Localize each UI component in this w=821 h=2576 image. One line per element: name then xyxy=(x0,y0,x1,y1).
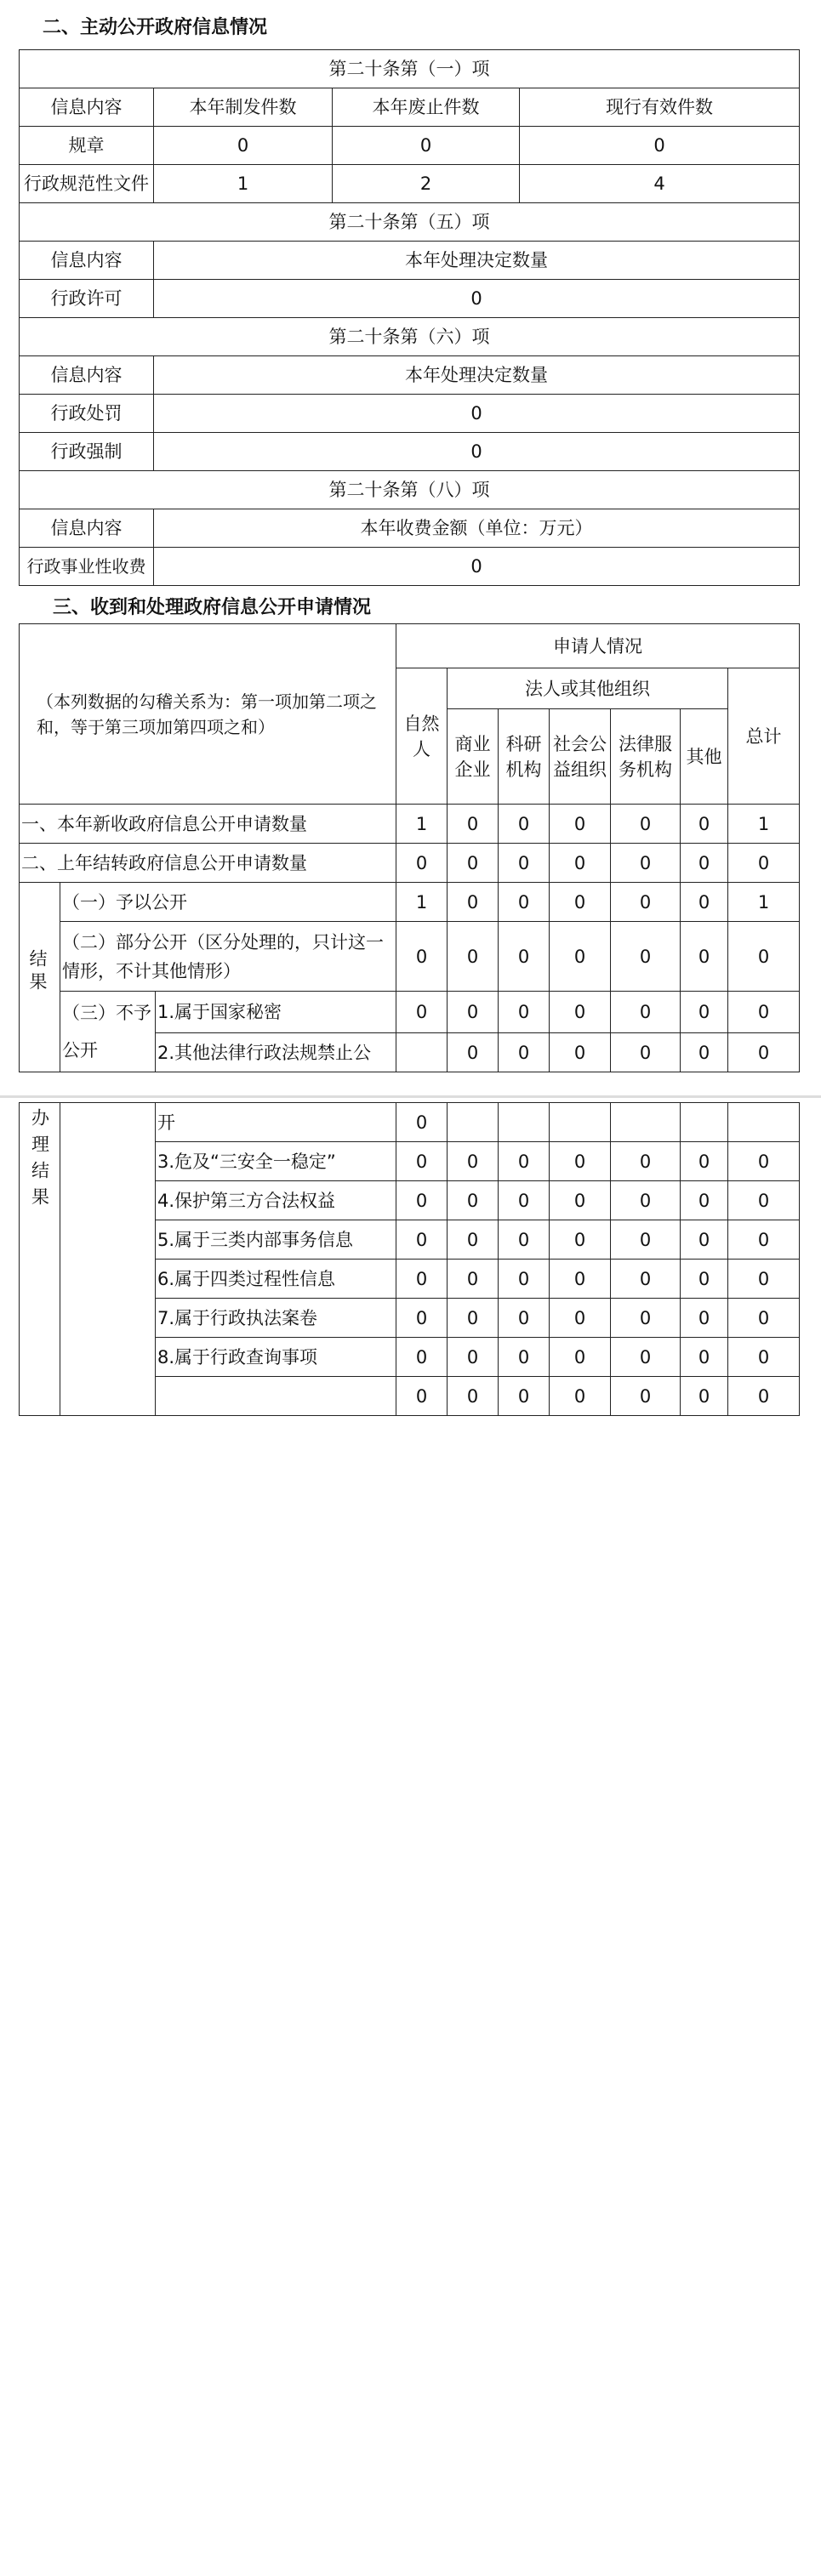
cell-value: 0 xyxy=(396,1338,448,1377)
cell-value: 0 xyxy=(681,922,728,992)
cell-value: 0 xyxy=(550,1338,611,1377)
table-row xyxy=(20,1103,800,1142)
cell-value: 0 xyxy=(611,1033,681,1072)
item-label: 3.危及“三安全一稳定” xyxy=(156,1142,396,1181)
table-row xyxy=(20,805,800,844)
row-label: 行政事业性收费 xyxy=(20,548,154,586)
legal-person-header: 法人或其他组织 xyxy=(448,668,728,709)
cell-value: 0 xyxy=(448,844,499,883)
cell-value: 0 xyxy=(728,1142,800,1181)
cell-value: 0 xyxy=(448,1299,499,1338)
col-header: 信息内容 xyxy=(20,88,154,127)
row-label: 行政规范性文件 xyxy=(20,165,154,203)
section2-title: 二、主动公开政府信息情况 xyxy=(43,17,268,38)
cell-value: 0 xyxy=(611,883,681,922)
section3-title: 三、收到和处理政府信息公开申请情况 xyxy=(53,597,372,618)
cell-value: 2 xyxy=(333,165,520,203)
cell-value: 0 xyxy=(681,844,728,883)
col-header: 信息内容 xyxy=(20,242,154,280)
cell-value: 0 xyxy=(448,922,499,992)
art20-8-header: 第二十条第（八）项 xyxy=(20,471,800,509)
natural-person-header: 自然人 xyxy=(396,668,448,805)
cell-value: 0 xyxy=(448,1377,499,1416)
art20-6-header: 第二十条第（六）项 xyxy=(20,318,800,356)
sec3-vertical-text: 办理结果 xyxy=(29,1108,50,1214)
cell-value: 0 xyxy=(611,1338,681,1377)
cell-value: 0 xyxy=(499,1033,550,1072)
col-header: 本年制发件数 xyxy=(154,88,333,127)
cell-value: 0 xyxy=(499,922,550,992)
applicant-header: 申请人情况 xyxy=(396,624,800,668)
cell-value: 0 xyxy=(611,1220,681,1260)
cell-value: 0 xyxy=(728,1338,800,1377)
applications-table-part1 xyxy=(19,623,800,1072)
cell-value xyxy=(728,1103,800,1142)
cell-value: 0 xyxy=(611,805,681,844)
cell-value xyxy=(681,1103,728,1142)
cell-value: 0 xyxy=(499,1338,550,1377)
sub-col-header: 科研机构 xyxy=(499,709,550,805)
row-label-part: 公开 xyxy=(62,1040,98,1061)
cell-value: 0 xyxy=(448,883,499,922)
cell-value: 0 xyxy=(550,1181,611,1220)
sec3-vertical-text: 结果 xyxy=(27,949,48,995)
col-header: 本年收费金额（单位：万元） xyxy=(154,509,800,548)
col-header: 信息内容 xyxy=(20,509,154,548)
cell-value: 0 xyxy=(499,1377,550,1416)
table-row xyxy=(20,844,800,883)
cell-value: 0 xyxy=(448,1142,499,1181)
row-label: 行政处罚 xyxy=(20,395,154,433)
cell-value: 1 xyxy=(728,883,800,922)
col-header: 本年处理决定数量 xyxy=(154,242,800,280)
table-row xyxy=(20,883,800,922)
notpublic-cont-cell xyxy=(60,1103,156,1416)
cell-value: 0 xyxy=(611,1377,681,1416)
cell-value: 0 xyxy=(550,992,611,1033)
cell-value: 0 xyxy=(396,1377,448,1416)
cell-value xyxy=(448,1103,499,1142)
cell-value: 0 xyxy=(396,1142,448,1181)
cell-value: 0 xyxy=(728,1260,800,1299)
cell-value xyxy=(396,1033,448,1072)
item-label: 1.属于国家秘密 xyxy=(156,992,396,1033)
cell-value: 0 xyxy=(448,805,499,844)
cell-value: 0 xyxy=(728,992,800,1033)
cell-value: 0 xyxy=(396,1220,448,1260)
cell-value: 0 xyxy=(611,992,681,1033)
cell-value: 0 xyxy=(396,1103,448,1142)
cell-value: 0 xyxy=(396,992,448,1033)
row-label: （一）予以公开 xyxy=(60,883,396,922)
sub-col-header: 商业企业 xyxy=(448,709,499,805)
cell-value: 0 xyxy=(550,883,611,922)
cell-value: 0 xyxy=(396,1260,448,1299)
applications-table-part2 xyxy=(19,1102,800,1416)
item-label: 8.属于行政查询事项 xyxy=(156,1338,396,1377)
item-label: 4.保护第三方合法权益 xyxy=(156,1181,396,1220)
item-label: 5.属于三类内部事务信息 xyxy=(156,1220,396,1260)
table-row xyxy=(20,922,800,992)
cell-value: 0 xyxy=(448,1220,499,1260)
row-label-part: （三）不予 xyxy=(62,1003,151,1023)
cell-value: 0 xyxy=(681,1142,728,1181)
item-label: 7.属于行政执法案卷 xyxy=(156,1299,396,1338)
cell-value: 1 xyxy=(728,805,800,844)
row-label xyxy=(60,992,156,1072)
sub-col-header: 其他 xyxy=(681,709,728,805)
row-label: 行政强制 xyxy=(20,433,154,471)
cell-value: 0 xyxy=(611,1181,681,1220)
cell-value: 0 xyxy=(520,127,800,165)
cell-value: 0 xyxy=(499,844,550,883)
col-header: 信息内容 xyxy=(20,356,154,395)
cell-value: 0 xyxy=(611,1299,681,1338)
cell-value: 0 xyxy=(499,992,550,1033)
cell-value: 0 xyxy=(154,280,800,318)
cell-value xyxy=(499,1103,550,1142)
row-label: 二、上年结转政府信息公开申请数量 xyxy=(20,844,396,883)
cell-value: 0 xyxy=(728,1299,800,1338)
sub-col-header: 法律服务机构 xyxy=(611,709,681,805)
art20-5-header: 第二十条第（五）项 xyxy=(20,203,800,242)
cell-value: 0 xyxy=(550,1220,611,1260)
cell-value: 0 xyxy=(611,1260,681,1299)
row-label: 行政许可 xyxy=(20,280,154,318)
cell-value: 0 xyxy=(396,1299,448,1338)
cell-value: 0 xyxy=(396,1181,448,1220)
cell-value: 0 xyxy=(728,1377,800,1416)
cell-value: 0 xyxy=(550,1299,611,1338)
cell-value: 0 xyxy=(728,922,800,992)
cell-value: 0 xyxy=(550,1377,611,1416)
cell-value: 0 xyxy=(448,1260,499,1299)
cell-value: 0 xyxy=(728,1220,800,1260)
cell-value: 0 xyxy=(154,127,333,165)
cell-value: 1 xyxy=(396,805,448,844)
cell-value: 0 xyxy=(681,1260,728,1299)
cell-value: 0 xyxy=(681,883,728,922)
cell-value xyxy=(611,1103,681,1142)
cell-value: 0 xyxy=(333,127,520,165)
cell-value: 0 xyxy=(728,1033,800,1072)
cell-value: 0 xyxy=(611,922,681,992)
cell-value: 0 xyxy=(499,1220,550,1260)
cell-value: 0 xyxy=(550,805,611,844)
cell-value: 0 xyxy=(499,883,550,922)
cell-value: 0 xyxy=(681,1220,728,1260)
cell-value: 0 xyxy=(681,1299,728,1338)
row-label: （二）部分公开（区分处理的，只计这一情形，不计其他情形） xyxy=(60,922,396,992)
cell-value: 0 xyxy=(499,1299,550,1338)
cell-value: 4 xyxy=(520,165,800,203)
cell-value: 0 xyxy=(611,844,681,883)
cell-value: 0 xyxy=(550,922,611,992)
item-label: 6.属于四类过程性信息 xyxy=(156,1260,396,1299)
cell-value: 0 xyxy=(154,433,800,471)
cell-value: 0 xyxy=(550,1142,611,1181)
cell-value: 0 xyxy=(499,1260,550,1299)
col-header: 现行有效件数 xyxy=(520,88,800,127)
page-break xyxy=(0,1095,821,1098)
cell-value: 0 xyxy=(728,1181,800,1220)
item-label: 开 xyxy=(156,1103,396,1142)
cell-value: 0 xyxy=(611,1142,681,1181)
art20-1-header: 第二十条第（一）项 xyxy=(20,50,800,88)
cell-value: 0 xyxy=(550,844,611,883)
cell-value: 0 xyxy=(681,992,728,1033)
item-label: 2.其他法律行政法规禁止公 xyxy=(156,1033,396,1072)
cell-value: 0 xyxy=(681,1338,728,1377)
item-label xyxy=(156,1377,396,1416)
col-header: 本年处理决定数量 xyxy=(154,356,800,395)
cell-value: 0 xyxy=(681,1033,728,1072)
cell-value: 0 xyxy=(448,1181,499,1220)
table-row xyxy=(20,992,800,1033)
sec3-vertical-label xyxy=(20,883,60,1072)
col-header: 本年废止件数 xyxy=(333,88,520,127)
cell-value: 0 xyxy=(448,1033,499,1072)
sub-col-header: 社会公益组织 xyxy=(550,709,611,805)
proactive-disclosure-table xyxy=(19,49,800,586)
sec3-vertical-label-cont xyxy=(20,1103,60,1416)
cell-value: 0 xyxy=(550,1260,611,1299)
cell-value: 0 xyxy=(499,805,550,844)
cell-value xyxy=(550,1103,611,1142)
row-label: 规章 xyxy=(20,127,154,165)
cell-value: 0 xyxy=(550,1033,611,1072)
cell-value: 0 xyxy=(681,1181,728,1220)
cell-value: 0 xyxy=(681,805,728,844)
row-label: 一、本年新收政府信息公开申请数量 xyxy=(20,805,396,844)
cell-value: 1 xyxy=(396,883,448,922)
total-header: 总计 xyxy=(728,668,800,805)
cell-value: 0 xyxy=(681,1377,728,1416)
cell-value: 0 xyxy=(396,922,448,992)
note-cell: （本列数据的勾稽关系为：第一项加第二项之和，等于第三项加第四项之和） xyxy=(20,624,396,805)
cell-value: 0 xyxy=(499,1181,550,1220)
cell-value: 0 xyxy=(396,844,448,883)
cell-value: 0 xyxy=(499,1142,550,1181)
cell-value: 0 xyxy=(448,1338,499,1377)
cell-value: 0 xyxy=(448,992,499,1033)
cell-value: 1 xyxy=(154,165,333,203)
cell-value: 0 xyxy=(154,548,800,586)
cell-value: 0 xyxy=(154,395,800,433)
cell-value: 0 xyxy=(728,844,800,883)
